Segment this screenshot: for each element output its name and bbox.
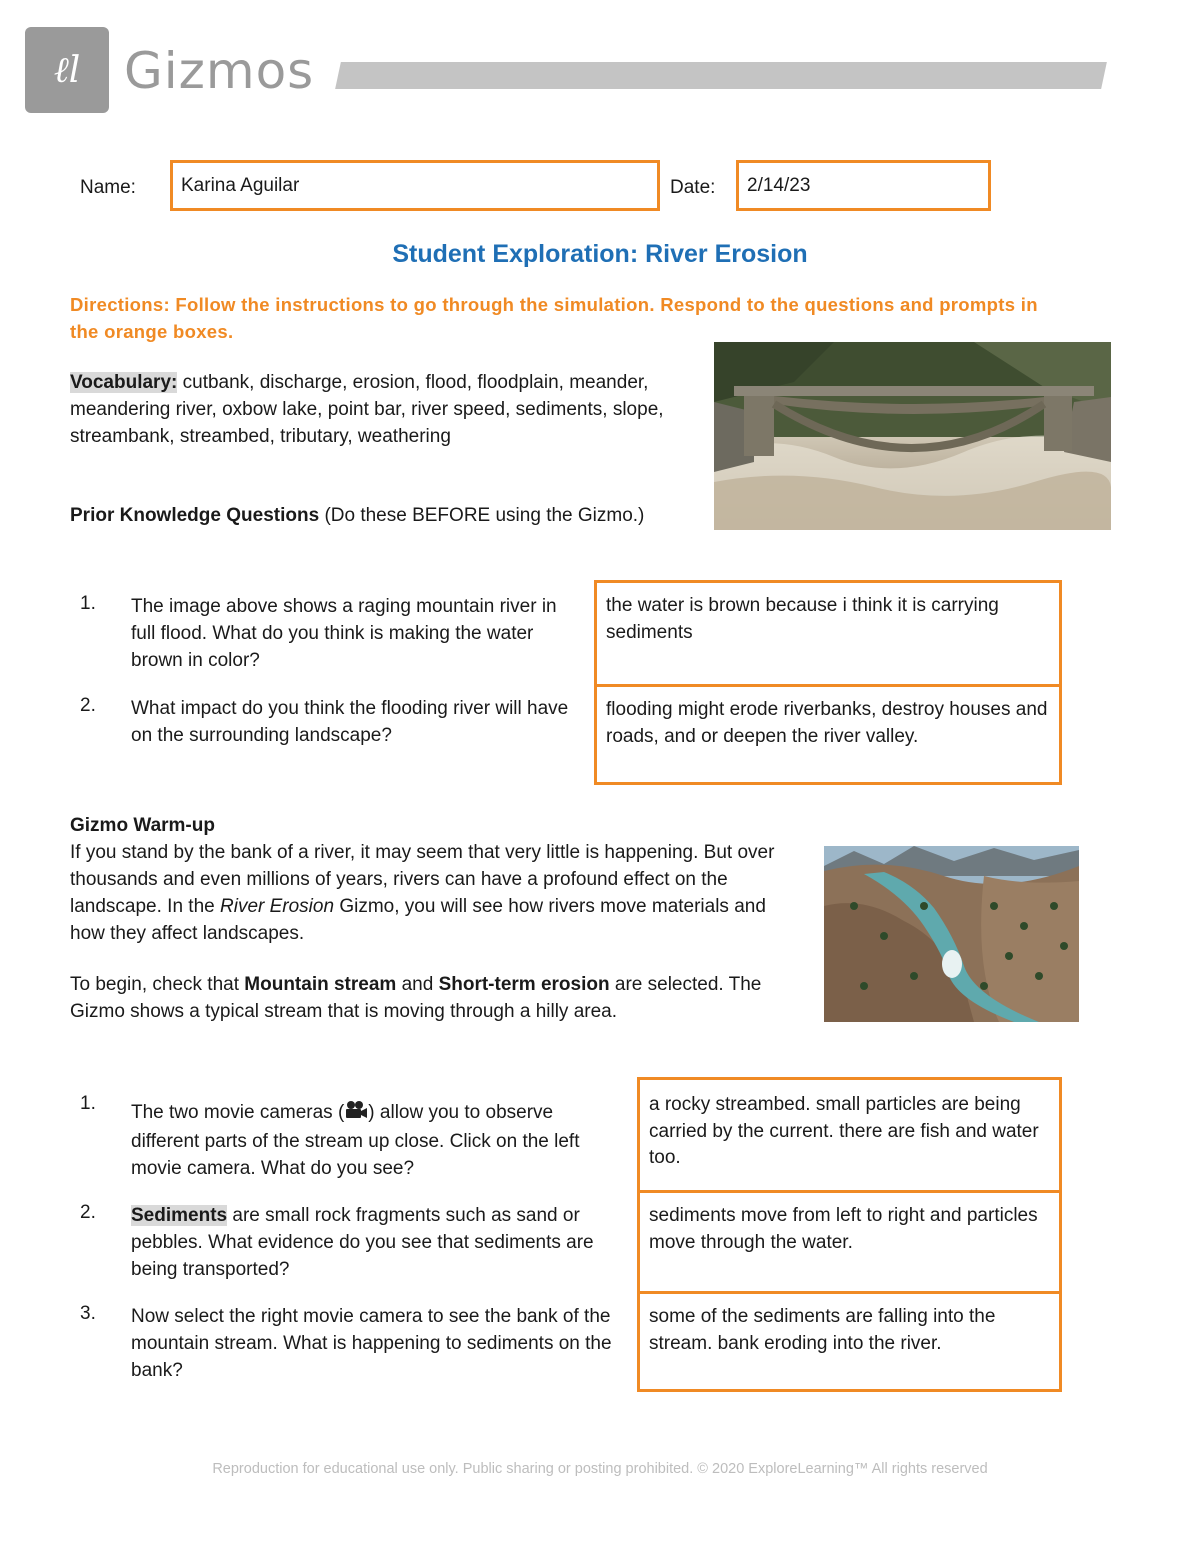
wu-q2-text <box>131 1202 621 1283</box>
footer-copyright: Reproduction for educational use only. Public sharing or posting prohibited. © 2020 ExploreLearning™ All rights reserved <box>212 1461 988 1477</box>
prior-knowledge-note: (Do these BEFORE using the Gizmo.) <box>324 505 645 526</box>
wu-q1-text-b: ) allow you to observe different parts of the stream up close. Click on the left movie camera. What do you see? <box>131 1102 580 1179</box>
sediments-term: Sediments <box>131 1205 228 1226</box>
header-bar <box>335 62 1107 89</box>
directions: Directions: Follow the instructions to go through the simulation. Respond to the questions and prompts in the orange boxes. <box>70 294 1038 342</box>
pk-q2-number: 2. <box>80 695 96 716</box>
mountain-stream-term: Mountain stream <box>244 974 397 995</box>
prior-knowledge-heading <box>70 502 680 529</box>
date-field[interactable]: 2/14/23 <box>736 160 991 211</box>
vocabulary-label: Vocabulary: <box>70 372 178 393</box>
page-title: Student Exploration: River Erosion <box>392 240 808 268</box>
wu-q3-answer[interactable]: some of the sediments are falling into the stream. bank eroding into the river. <box>640 1291 1059 1389</box>
pk-q1-text: The image above shows a raging mountain river in full flood. What do you think is making the water brown in color? <box>131 596 557 671</box>
wu-q1-text <box>131 1099 621 1182</box>
vocabulary-terms: cutbank, discharge, erosion, flood, floodplain, meander, meandering river, oxbow lake, point bar, river speed, sediments, slope, streambank, streambed, tributary, weathering <box>70 372 664 447</box>
pk-q2-text: What impact do you think the flooding river will have on the surrounding landscape? <box>131 698 569 746</box>
warmup-section <box>70 812 800 947</box>
warmup-answer-box <box>637 1077 1062 1392</box>
explorelearning-logo <box>25 27 109 113</box>
movie-camera-icon <box>344 1100 368 1128</box>
warmup-p2-mid: and <box>396 974 439 995</box>
wu-q3-number: 3. <box>80 1303 96 1324</box>
wu-q2-answer[interactable]: sediments move from left to right and particles move through the water. <box>640 1190 1059 1291</box>
pk-q1-answer[interactable]: the water is brown because i think it is carrying sediments <box>606 595 999 643</box>
wu-q1-text-a: The two movie cameras ( <box>131 1102 345 1123</box>
pk-answer-box <box>594 580 1062 785</box>
warmup-p1-italic: River Erosion <box>220 896 335 917</box>
warmup-heading: Gizmo Warm-up <box>70 815 215 836</box>
gizmos-brand: Gizmos <box>124 42 315 100</box>
vocabulary <box>70 369 685 450</box>
flood-bridge-photo <box>714 342 1111 530</box>
warmup-p2-b: are selected. The Gizmo shows a typical stream that is moving through a hilly area. <box>70 974 762 1022</box>
date-label: Date: <box>670 177 716 198</box>
pk-q1-number: 1. <box>80 593 96 614</box>
name-label: Name: <box>80 177 136 198</box>
pk-q2-answer[interactable]: flooding might erode riverbanks, destroy houses and roads, and or deepen the river valley. <box>597 684 1059 782</box>
warmup-p2-a: To begin, check that <box>70 974 245 995</box>
wu-q3-text: Now select the right movie camera to see the bank of the mountain stream. What is happening to sediments on the bank? <box>131 1306 612 1381</box>
logo-glyph: ℓl <box>53 50 81 91</box>
gizmo-river-image <box>824 846 1079 1022</box>
warmup-p1-a: If you stand by the bank of a river, it may seem that very little is happening. But over thousands and even millions of years, rivers can have a profound effect on the landscape. In the <box>70 842 775 917</box>
prior-knowledge-title: Prior Knowledge Questions <box>70 505 320 526</box>
wu-q2-number: 2. <box>80 1202 96 1223</box>
warmup-p2 <box>70 971 800 1025</box>
wu-q1-number: 1. <box>80 1093 96 1114</box>
warmup-p1-b: Gizmo, you will see how rivers move materials and how they affect landscapes. <box>70 896 766 944</box>
short-term-erosion-term: Short-term erosion <box>438 974 610 995</box>
name-field[interactable]: Karina Aguilar <box>170 160 660 211</box>
wu-q1-answer[interactable]: a rocky streambed. small particles are being carried by the current. there are fish and water too. <box>649 1094 1039 1168</box>
wu-q2-text-b: are small rock fragments such as sand or pebbles. What evidence do you see that sediments are being transported? <box>131 1205 594 1280</box>
